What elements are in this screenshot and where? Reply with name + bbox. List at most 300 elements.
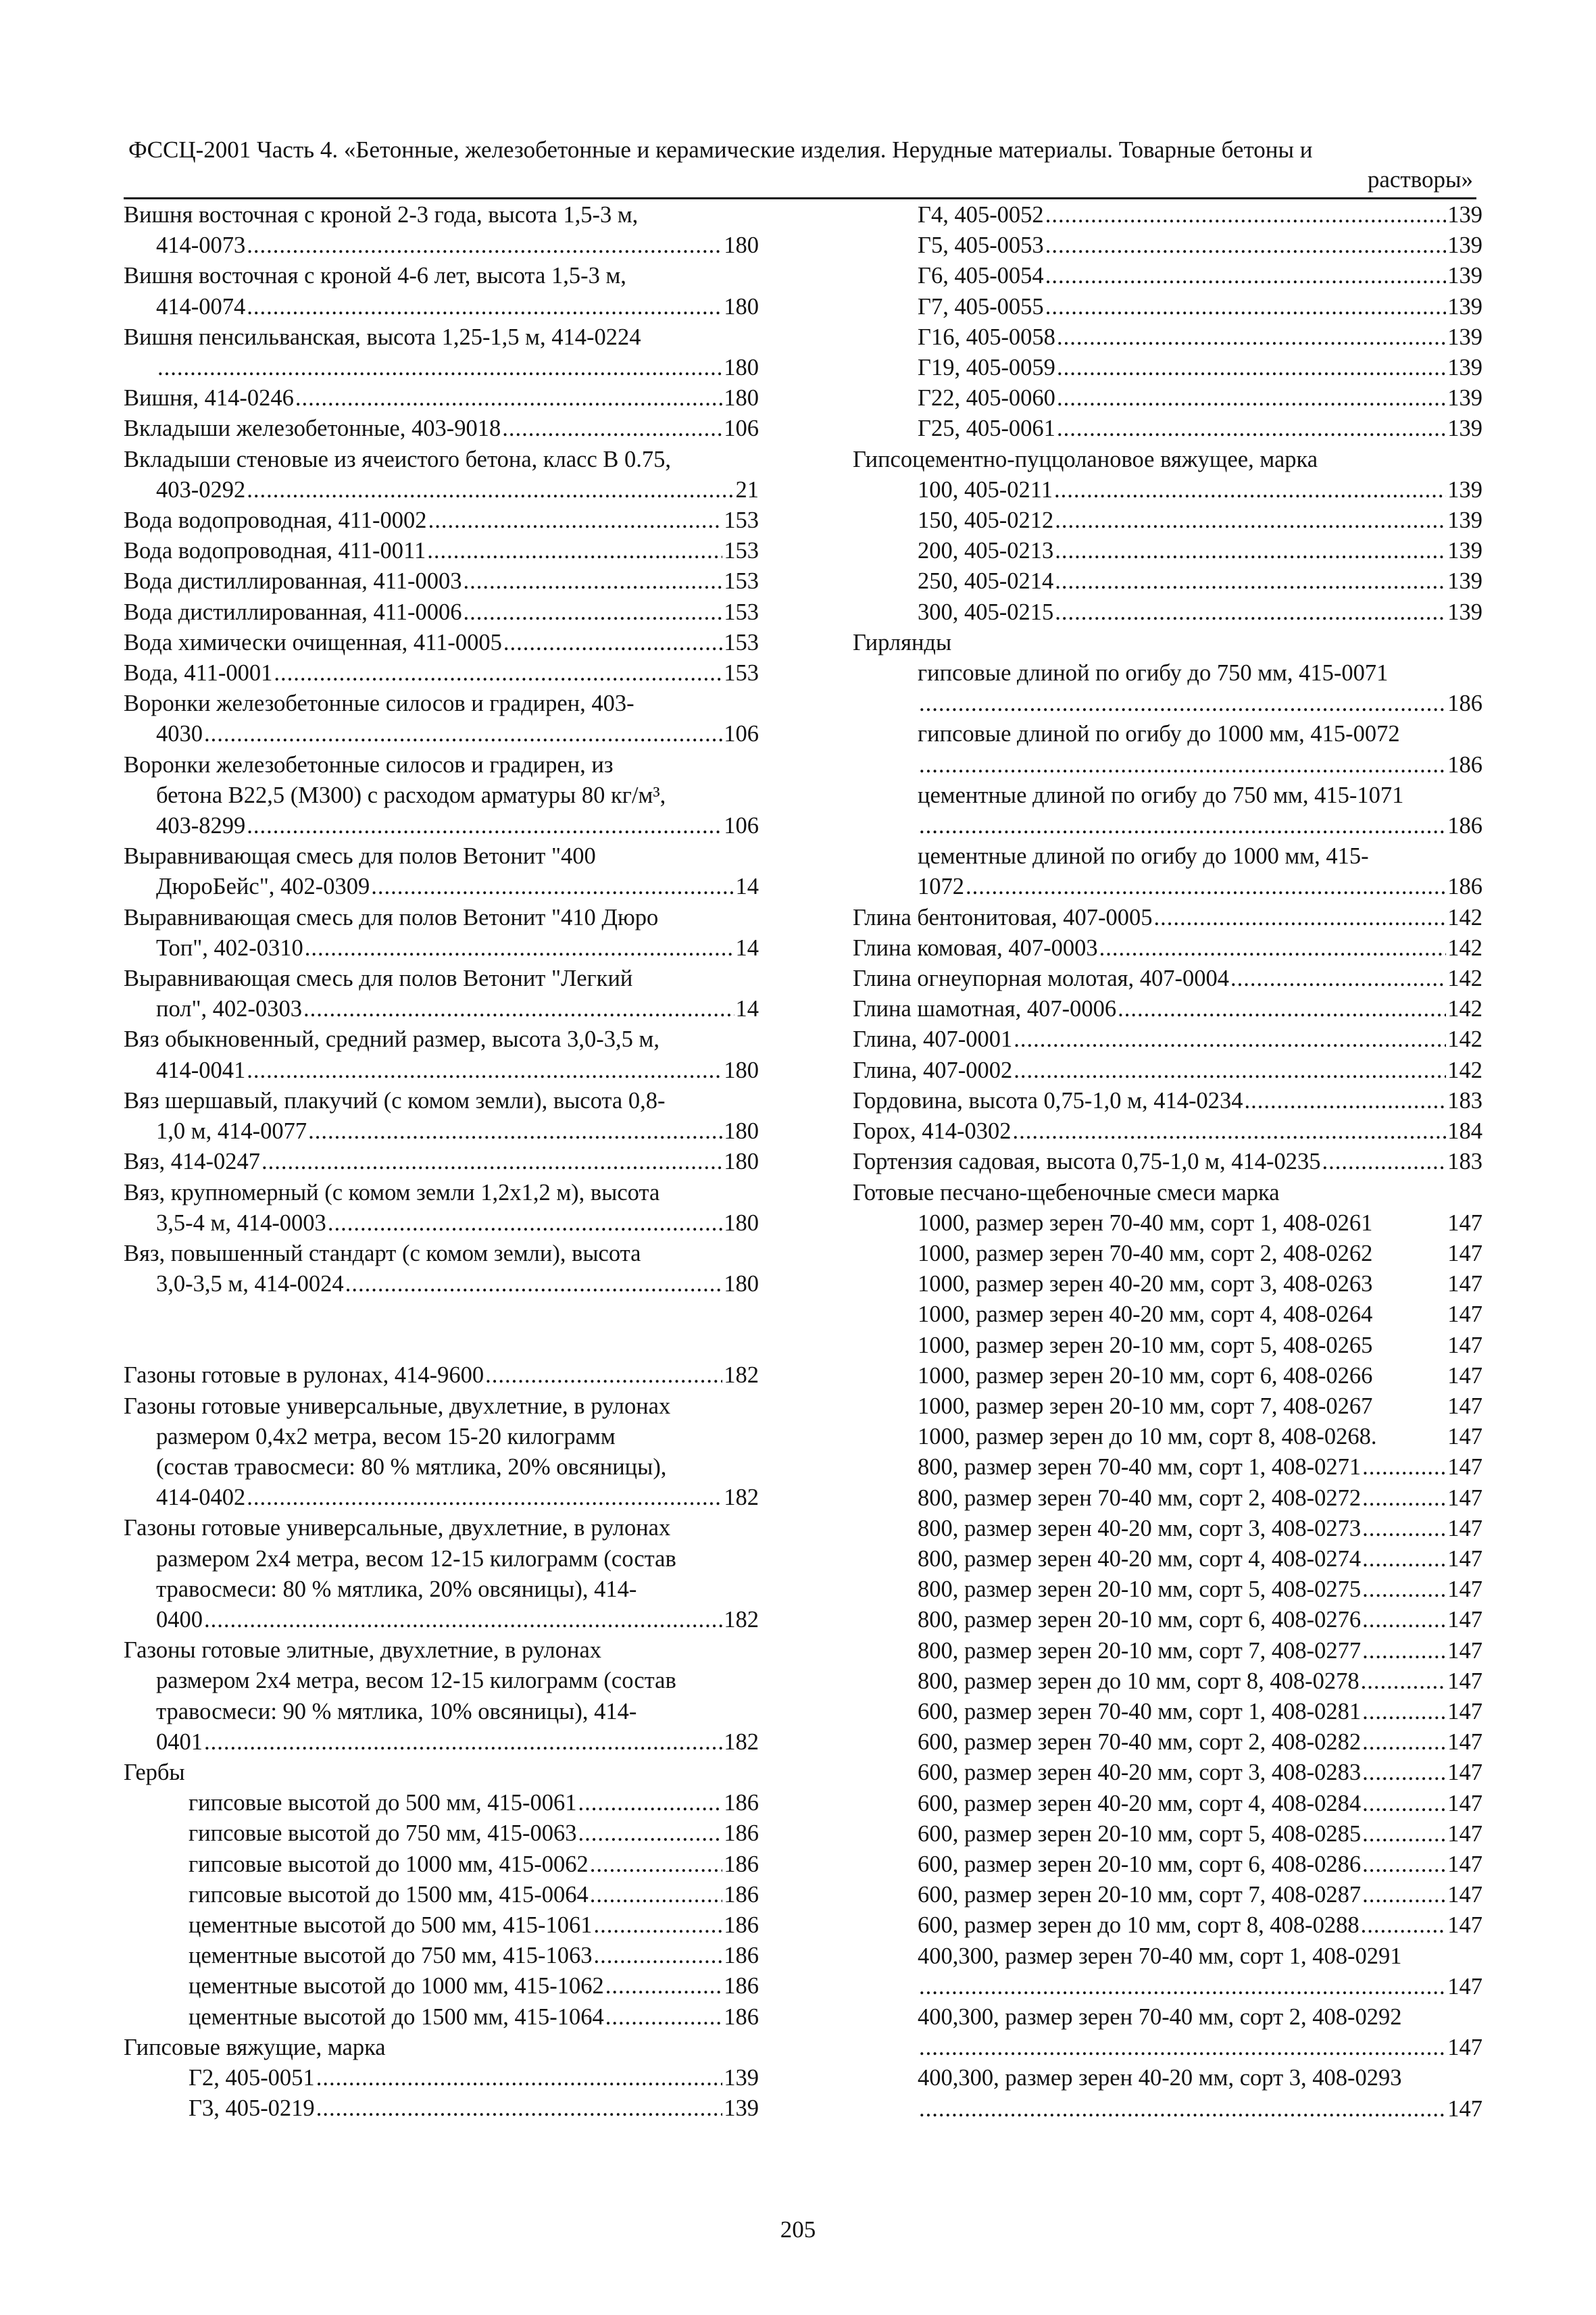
entry-text: 1072 [918,874,964,900]
dot-leader [503,628,722,658]
page-reference: 147 [1447,1973,1482,1999]
index-entry [853,1024,1482,1055]
page-reference: 182 [724,1728,759,1755]
entry-line [853,1636,1482,1666]
entry-text: Гербы [124,1759,185,1785]
index-entry [124,750,759,842]
entry-line [124,414,759,444]
dot-leader [1045,261,1447,291]
entry-line [124,2093,759,2124]
page-reference: 21 [735,476,759,503]
entry-line [853,1086,1482,1116]
page-reference: 186 [1447,751,1482,778]
index-entry [853,780,1482,841]
page-reference: 139 [1447,507,1482,534]
dot-leader [1055,536,1446,566]
index-entry [853,414,1482,444]
dot-leader [578,1788,723,1818]
page-reference: 147 [1447,1607,1482,1633]
entry-line [853,750,1482,780]
dot-leader [919,2033,1446,2063]
index-entry [853,261,1482,291]
dot-leader [204,719,722,749]
entry-text: гипсовые высотой до 1000 мм, 415-0062 [189,1851,589,1877]
entry-text: цементные высотой до 1000 мм, 415-1062 [189,1973,604,1999]
index-entry [124,1391,759,1514]
page-reference: 147 [1447,1729,1482,1756]
dot-leader [605,1971,722,2001]
index-entry [853,903,1482,933]
right-index-column [853,200,1482,2124]
entry-line [853,933,1482,964]
entry-text: 1000, размер зерен 20-10 мм, сорт 6, 408-0266 [918,1362,1373,1389]
entry-line [124,1818,759,1849]
entry-text: (состав травосмеси: 80 % мятлика, 20% овсяницы), [156,1453,667,1480]
page-reference: 139 [1447,476,1482,503]
page-reference: 147 [1447,1760,1482,1786]
page-reference: 106 [724,416,759,442]
dot-leader [1045,200,1447,230]
index-entry [853,841,1482,902]
dot-leader [1014,1055,1446,1086]
page-reference: 153 [724,568,759,595]
dot-leader [1362,1636,1446,1666]
entry-line [124,780,759,811]
entry-text: Вяз, повышенный стандарт (с комом земли), высота [124,1240,641,1266]
page-reference: 147 [1447,1851,1482,1877]
entry-line [853,536,1482,566]
index-entry [853,1208,1482,1239]
entry-line [853,1239,1482,1269]
index-entry [853,1086,1482,1116]
page-reference: 153 [724,629,759,655]
entry-line [853,719,1482,749]
entry-line [124,1727,759,1758]
dot-leader [1045,230,1447,261]
entry-text: 600, размер зерен 70-40 мм, сорт 2, 408-0282 [918,1729,1362,1756]
entry-text: гипсовые высотой до 1500 мм, 415-0064 [189,1881,589,1908]
index-entry [853,505,1482,536]
page-reference: 153 [724,538,759,564]
index-entry [853,1758,1482,1788]
entry-text: цементные длиной по огибу до 1000 мм, 415- [918,843,1369,870]
dot-leader [1057,322,1446,353]
index-entry [124,1971,759,2001]
entry-text: 600, размер зерен 40-20 мм, сорт 3, 408-0283 [918,1760,1362,1786]
entry-text: размером 0,4х2 метра, весом 15-20 килограмм [156,1423,616,1449]
entry-text: гипсовые высотой до 750 мм, 415-0063 [189,1820,577,1847]
dot-leader [578,1818,723,1849]
index-entry [853,964,1482,994]
entry-text: Топ", 402-0310 [156,935,303,961]
page-reference: 147 [1447,1820,1482,1847]
entry-text: 4030 [156,721,203,747]
entry-text: Г7, 405-0055 [918,293,1044,320]
entry-text: Вкладыши железобетонные, 403-9018 [124,416,501,442]
dot-leader [1362,1697,1446,1727]
dot-leader [1055,566,1446,597]
dot-leader [919,750,1446,780]
entry-text: Выравнивающая смесь для полов Ветонит "410 Дюро [124,904,659,930]
page-reference: 186 [1447,691,1482,717]
page-reference: 186 [1447,813,1482,839]
entry-text: Гипсоцементно-пуццолановое вяжущее, марка [853,446,1318,472]
entry-text: 300, 405-0215 [918,599,1054,625]
index-entry [124,2033,759,2063]
entry-line [853,597,1482,628]
entry-text: Вода химически очищенная, 411-0005 [124,629,502,655]
page-reference: 182 [724,1362,759,1389]
index-entry [124,1147,759,1177]
entry-line [853,1116,1482,1147]
entry-text: 414-0041 [156,1057,246,1083]
entry-text: Гипсовые вяжущие, марка [124,2034,386,2060]
dot-leader [1057,414,1446,444]
entry-text: цементные высотой до 500 мм, 415-1061 [189,1912,593,1938]
entry-line [124,353,759,383]
entry-text: Глина шамотная, 407-0006 [853,996,1117,1022]
entry-text: травосмеси: 80 % мятлика, 20% овсяницы), 414- [156,1576,637,1602]
entry-text: Г4, 405-0052 [918,202,1044,228]
index-entry [124,445,759,505]
entry-line [853,261,1482,291]
entry-text: Вода дистиллированная, 411-0003 [124,568,462,595]
entry-line [124,2033,759,2063]
page-reference: 139 [724,2064,759,2091]
entry-line [853,1299,1482,1330]
entry-line [124,1635,759,1666]
running-header [128,135,1473,195]
dot-leader [594,1910,723,1941]
dot-leader [1362,1758,1446,1788]
index-entry [853,536,1482,566]
dot-leader [1153,903,1446,933]
dot-leader [204,1605,722,1635]
entry-line [124,322,759,353]
entry-line [853,1972,1482,2002]
entry-text: Г16, 405-0058 [918,324,1055,350]
entry-text: Глина бентонитовая, 407-0005 [853,904,1153,930]
entry-text: 600, размер зерен до 10 мм, сорт 8, 408-0288 [918,1912,1360,1939]
index-entry [853,1666,1482,1697]
dot-leader [594,1941,723,1971]
entry-line [853,1880,1482,1910]
entry-line [124,1697,759,1727]
entry-text: Г22, 405-0060 [918,385,1055,412]
entry-text: Воронки железобетонные силосов и градирен, 403- [124,691,634,717]
dot-leader [485,1360,722,1391]
index-entry [853,1789,1482,1819]
page-reference: 186 [724,2003,759,2030]
entry-line [124,1910,759,1941]
index-entry [124,200,759,261]
page-reference: 142 [1447,904,1482,930]
entry-line [124,505,759,536]
entry-text: Г19, 405-0059 [918,355,1055,381]
entry-line [124,1544,759,1574]
dot-leader [966,872,1446,902]
entry-line [124,1971,759,2001]
entry-line [853,200,1482,230]
dot-leader [274,658,722,689]
entry-line [124,1116,759,1147]
dot-leader [428,505,723,536]
dot-leader [1057,353,1446,383]
entry-text: Вяз шершавый, плакучий (с комом земли), высота 0,8- [124,1087,666,1114]
page-reference: 180 [724,385,759,412]
page-reference: 147 [1447,2035,1482,2061]
entry-line [124,475,759,505]
page-reference: 142 [1447,996,1482,1022]
page-reference: 147 [1447,1271,1482,1297]
dot-leader [919,2094,1446,2124]
index-entry [853,1727,1482,1758]
entry-text: 600, размер зерен 70-40 мм, сорт 1, 408-0281 [918,1698,1362,1724]
entry-line [124,658,759,689]
entry-line [853,2094,1482,2124]
index-entry [853,1147,1482,1177]
index-entry [124,536,759,566]
dot-leader [1362,1574,1446,1605]
entry-line [853,230,1482,261]
entry-text: 800, размер зерен до 10 мм, сорт 8, 408-0278 [918,1668,1360,1694]
page-reference: 139 [1447,324,1482,350]
page-reference: 147 [1447,1332,1482,1358]
entry-line [853,1544,1482,1574]
index-entry [124,1880,759,1910]
entry-line [124,1239,759,1269]
index-entry [124,1635,759,1758]
index-entry [853,1880,1482,1910]
index-entry [124,1239,759,1299]
entry-text: 100, 405-0211 [918,476,1053,503]
index-entry [124,1910,759,1941]
index-entry [853,292,1482,322]
page-reference: 186 [724,1973,759,1999]
entry-text: 1000, размер зерен 70-40 мм, сорт 2, 408-0262 [918,1240,1373,1266]
page-reference: 153 [724,660,759,687]
entry-text: 800, размер зерен 20-10 мм, сорт 7, 408-0277 [918,1637,1362,1664]
entry-line [124,1452,759,1483]
entry-text: 800, размер зерен 40-20 мм, сорт 3, 408-0273 [918,1515,1362,1541]
entry-text: ДюроБейс", 402-0309 [156,874,370,900]
index-entry [853,1605,1482,1635]
dot-leader [1362,1544,1446,1574]
entry-text: 250, 405-0214 [918,568,1054,595]
entry-text: Газоны готовые элитные, двухлетние, в рулонах [124,1637,602,1664]
entry-line [853,1574,1482,1605]
entry-line [853,1727,1482,1758]
entry-text: 403-0292 [156,476,246,503]
page-reference: 180 [724,1118,759,1145]
page-reference: 180 [724,1149,759,1175]
entry-text: Выравнивающая смесь для полов Ветонит "Легкий [124,966,633,992]
entry-line [124,1391,759,1422]
dot-leader [605,2002,722,2033]
entry-text: цементные высотой до 750 мм, 415-1063 [189,1943,593,1969]
entry-text: 403-8299 [156,813,246,839]
dot-leader [590,1880,722,1910]
index-entry [853,1239,1482,1269]
entry-text: 414-0073 [156,232,246,259]
entry-text: 0400 [156,1606,203,1633]
page-number: 205 [780,2216,816,2243]
dot-leader [1055,505,1446,536]
entry-text: Глина огнеупорная молотая, 407-0004 [853,966,1230,992]
page-reference: 186 [724,1820,759,1847]
page-reference: 147 [1447,1515,1482,1541]
entry-line [853,1208,1482,1239]
entry-text: размером 2х4 метра, весом 12-15 килограмм (состав [156,1545,676,1572]
page-reference: 14 [735,935,759,961]
entry-text: Вишня восточная с кроной 4-6 лет, высота 1,5-3 м, [124,263,626,289]
entry-text: 1000, размер зерен 70-40 мм, сорт 1, 408-0261 [918,1210,1373,1236]
page-reference: 186 [724,1851,759,1877]
entry-line [124,1055,759,1086]
entry-line [124,841,759,872]
entry-line [124,292,759,322]
entry-line [124,628,759,658]
index-entry [853,597,1482,628]
entry-line [124,1574,759,1605]
entry-text: Газоны готовые универсальные, двухлетние, в рулонах [124,1515,671,1541]
entry-line [124,1605,759,1635]
entry-text: 150, 405-0212 [918,507,1054,534]
page-reference: 139 [1447,416,1482,442]
dot-leader [247,811,722,841]
index-entry [853,658,1482,719]
entry-line [853,1605,1482,1635]
index-entry [853,1178,1482,1208]
entry-text: Вода водопроводная, 411-0002 [124,507,427,534]
entry-line [853,1361,1482,1391]
page-reference: 153 [724,599,759,625]
dot-leader [1362,1819,1446,1849]
entry-line [124,719,759,749]
page-reference: 147 [1447,1393,1482,1419]
entry-line [853,2063,1482,2093]
page-reference: 139 [1447,385,1482,412]
dot-leader [919,1972,1446,2002]
entry-line [124,750,759,780]
page-reference: 142 [1447,966,1482,992]
entry-line [853,872,1482,902]
page-reference: 147 [1447,1637,1482,1664]
entry-text: гипсовые высотой до 500 мм, 415-0061 [189,1790,577,1816]
index-entry [853,1483,1482,1514]
dot-leader [316,2093,723,2124]
entry-text: 3,5-4 м, 414-0003 [156,1210,326,1236]
dot-leader [345,1269,723,1299]
dot-leader [247,475,734,505]
entry-line [853,445,1482,475]
index-entry [853,1116,1482,1147]
page-reference: 147 [1447,1240,1482,1266]
page-reference: 147 [1447,1454,1482,1480]
entry-text: 3,0-3,5 м, 414-0024 [156,1271,344,1297]
entry-text: 600, размер зерен 40-20 мм, сорт 4, 408-0284 [918,1790,1362,1816]
entry-text: Гортензия садовая, высота 0,75-1,0 м, 414-0235 [853,1149,1321,1175]
dot-leader [308,1116,722,1147]
page-reference: 186 [724,1912,759,1938]
index-entry [853,994,1482,1024]
index-entry [124,505,759,536]
dot-leader [1099,933,1447,964]
entry-line [853,964,1482,994]
entry-text: 1000, размер зерен 20-10 мм, сорт 7, 408-0267 [918,1393,1373,1419]
dot-leader [590,1849,722,1880]
index-entry [853,1330,1482,1361]
entry-text: 800, размер зерен 20-10 мм, сорт 6, 408-0276 [918,1607,1362,1633]
dot-leader [1362,1849,1446,1880]
page-reference: 139 [1447,202,1482,228]
entry-text: травосмеси: 90 % мятлика, 10% овсяницы), 414- [156,1698,637,1724]
dot-leader [1361,1910,1447,1941]
entry-line [124,1666,759,1696]
entry-text: бетона В22,5 (М300) с расходом арматуры 80 кг/м³, [156,782,666,808]
page-reference: 139 [1447,263,1482,289]
entry-line [853,1819,1482,1849]
index-entry [853,1361,1482,1391]
entry-line [853,1758,1482,1788]
header-line-2: растворы» [1367,166,1473,193]
dot-leader [919,689,1446,719]
entry-line [124,1513,759,1543]
entry-line [853,1910,1482,1941]
page-reference: 142 [1447,1026,1482,1053]
entry-text: гипсовые длиной по огибу до 750 мм, 415-0071 [918,660,1389,687]
page-reference: 147 [1447,1668,1482,1694]
entry-text: Вкладыши стеновые из ячеистого бетона, класс В 0.75, [124,446,672,472]
dot-leader [919,811,1446,841]
entry-line [124,597,759,628]
entry-line [124,230,759,261]
dot-leader [464,566,723,597]
entry-line [124,811,759,841]
index-entry [853,1299,1482,1330]
page-reference: 139 [1447,538,1482,564]
entry-line [853,292,1482,322]
index-entry [853,1055,1482,1086]
page-reference: 183 [1447,1149,1482,1175]
page-reference: 106 [724,721,759,747]
entry-line [853,1178,1482,1208]
entry-text: Г2, 405-0051 [189,2064,315,2091]
index-entry [853,1819,1482,1849]
dot-leader [1245,1086,1447,1116]
dot-leader [1045,292,1447,322]
dot-leader [247,1483,722,1513]
page-reference: 147 [1447,1912,1482,1939]
index-entry [124,2093,759,2124]
entry-line [853,903,1482,933]
page-reference: 14 [735,874,759,900]
dot-leader [1362,1483,1446,1514]
index-entry [853,353,1482,383]
index-entry [124,2063,759,2093]
entry-text: Горох, 414-0302 [853,1118,1012,1145]
dot-leader [295,383,722,414]
entry-text: Глина, 407-0002 [853,1057,1013,1083]
index-entry [853,2063,1482,2124]
entry-line [853,628,1482,658]
entry-line [124,1941,759,1971]
index-entry [853,1574,1482,1605]
entry-line [124,1483,759,1513]
dot-leader [1057,383,1446,414]
entry-text: Вода водопроводная, 411-0011 [124,538,426,564]
entry-line [853,1055,1482,1086]
